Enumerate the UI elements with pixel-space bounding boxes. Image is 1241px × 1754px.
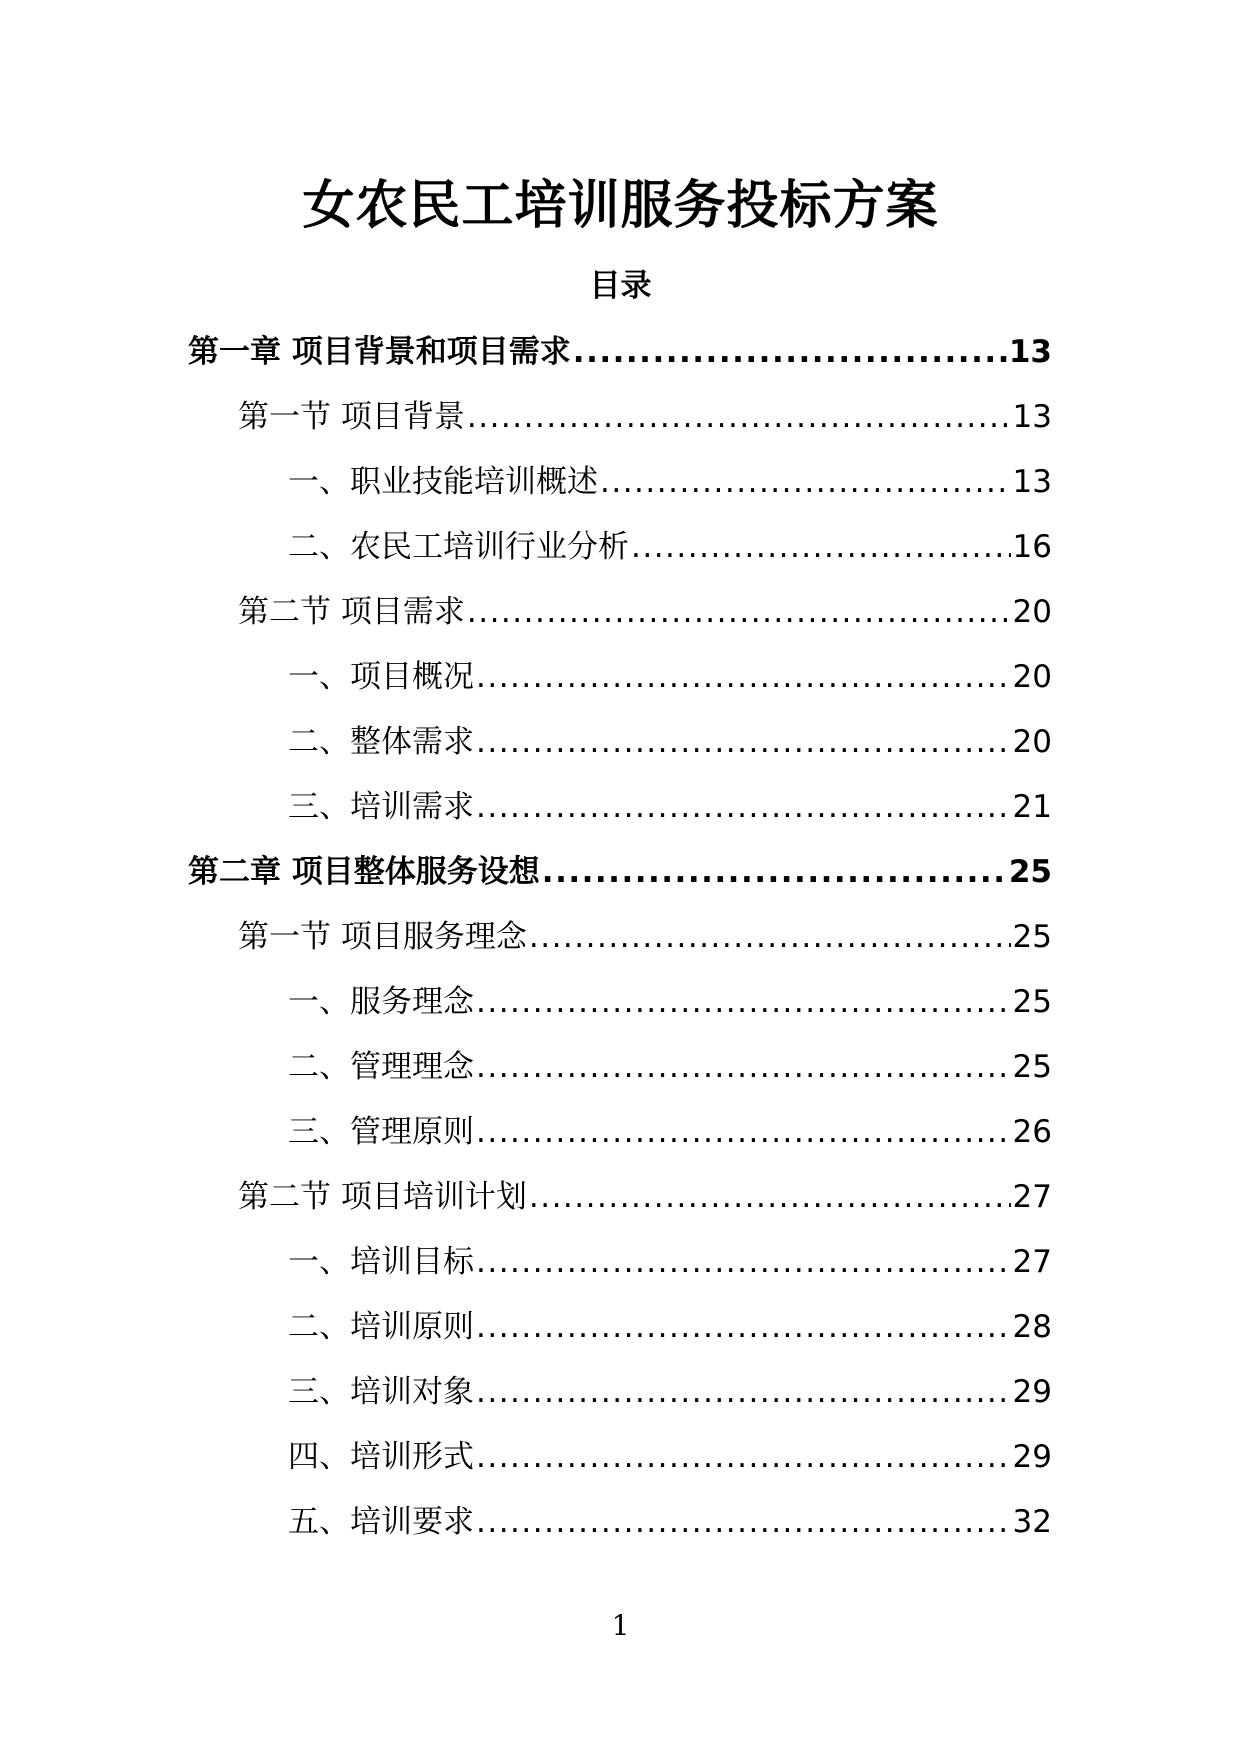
toc-entry[interactable] bbox=[188, 588, 1052, 653]
toc-dot-leader bbox=[631, 523, 1011, 571]
toc-entry-page: 27 bbox=[1012, 1179, 1052, 1215]
toc-entry-page: 25 bbox=[1012, 984, 1052, 1020]
toc-entry-label: 一、职业技能培训概述 bbox=[288, 464, 598, 500]
toc-entry[interactable] bbox=[188, 1238, 1052, 1303]
toc-entry[interactable] bbox=[188, 393, 1052, 458]
toc-entry-label: 四、培训形式 bbox=[288, 1439, 474, 1475]
toc-entry-page: 13 bbox=[1012, 399, 1052, 435]
toc-entry[interactable] bbox=[188, 1498, 1052, 1563]
toc-dot-leader bbox=[476, 978, 1011, 1026]
toc-entry[interactable] bbox=[188, 1173, 1052, 1238]
toc-entry[interactable] bbox=[188, 523, 1052, 588]
toc-entry[interactable] bbox=[188, 718, 1052, 783]
toc-entry-label: 一、项目概况 bbox=[288, 659, 474, 695]
toc-dot-leader bbox=[476, 783, 1011, 831]
toc-entry-label: 二、培训原则 bbox=[288, 1309, 474, 1345]
toc-dot-leader bbox=[573, 328, 1007, 376]
toc-entry-page: 26 bbox=[1012, 1114, 1052, 1150]
toc-entry[interactable] bbox=[188, 1043, 1052, 1108]
toc-entry-label: 第二章 项目整体服务设想 bbox=[188, 854, 540, 890]
toc-entry-label: 三、培训需求 bbox=[288, 789, 474, 825]
toc-dot-leader bbox=[476, 1043, 1011, 1091]
toc-entry[interactable] bbox=[188, 783, 1052, 848]
toc-dot-leader bbox=[476, 653, 1011, 701]
toc-entry[interactable] bbox=[188, 328, 1052, 393]
toc-entry[interactable] bbox=[188, 1303, 1052, 1368]
toc-dot-leader bbox=[476, 1303, 1011, 1351]
toc-dot-leader bbox=[529, 913, 1011, 961]
toc-entry-label: 第一节 项目背景 bbox=[238, 399, 465, 435]
toc-entry-page: 16 bbox=[1012, 529, 1052, 565]
toc-dot-leader bbox=[542, 848, 1007, 896]
toc-entry[interactable] bbox=[188, 848, 1052, 913]
toc-dot-leader bbox=[476, 1368, 1011, 1416]
toc-entry[interactable] bbox=[188, 978, 1052, 1043]
toc-entry-label: 第一章 项目背景和项目需求 bbox=[188, 334, 571, 370]
toc-entry-label: 五、培训要求 bbox=[288, 1504, 474, 1540]
toc-entry-page: 13 bbox=[1008, 334, 1052, 370]
toc-entry-label: 二、整体需求 bbox=[288, 724, 474, 760]
toc-entry-page: 21 bbox=[1012, 789, 1052, 825]
toc-entry[interactable] bbox=[188, 653, 1052, 718]
toc-entry[interactable] bbox=[188, 1433, 1052, 1498]
toc-entry-label: 三、管理原则 bbox=[288, 1114, 474, 1150]
toc-dot-leader bbox=[476, 1238, 1011, 1286]
toc-entry-label: 一、服务理念 bbox=[288, 984, 474, 1020]
toc-entry-label: 二、管理理念 bbox=[288, 1049, 474, 1085]
toc-entry-label: 第二节 项目培训计划 bbox=[238, 1179, 527, 1215]
toc-dot-leader bbox=[476, 1108, 1011, 1156]
document-title: 女农民工培训服务投标方案 bbox=[302, 176, 939, 236]
toc-dot-leader bbox=[476, 1498, 1011, 1546]
toc-entry-page: 25 bbox=[1008, 854, 1052, 890]
toc-heading: 目录 bbox=[589, 268, 652, 304]
toc-entry-page: 20 bbox=[1012, 724, 1052, 760]
toc-entry-page: 29 bbox=[1012, 1439, 1052, 1475]
toc-entry-page: 29 bbox=[1012, 1374, 1052, 1410]
toc-entry-page: 28 bbox=[1012, 1309, 1052, 1345]
toc-entry-label: 一、培训目标 bbox=[288, 1244, 474, 1280]
toc-dot-leader bbox=[529, 1173, 1011, 1221]
toc-entry-page: 27 bbox=[1012, 1244, 1052, 1280]
toc-dot-leader bbox=[476, 1433, 1011, 1481]
toc-entry-label: 二、农民工培训行业分析 bbox=[288, 529, 629, 565]
toc-entry[interactable] bbox=[188, 1368, 1052, 1433]
toc-entry-page: 20 bbox=[1012, 659, 1052, 695]
toc-entry-label: 第一节 项目服务理念 bbox=[238, 919, 527, 955]
toc-entry[interactable] bbox=[188, 458, 1052, 523]
toc-dot-leader bbox=[476, 718, 1011, 766]
toc-entry[interactable] bbox=[188, 1108, 1052, 1173]
table-of-contents bbox=[188, 328, 1052, 1563]
toc-entry-page: 13 bbox=[1012, 464, 1052, 500]
toc-entry-page: 25 bbox=[1012, 1049, 1052, 1085]
toc-entry-page: 25 bbox=[1012, 919, 1052, 955]
page-number: 1 bbox=[611, 1609, 630, 1642]
toc-entry-page: 20 bbox=[1012, 594, 1052, 630]
toc-dot-leader bbox=[467, 393, 1011, 441]
toc-entry-label: 第二节 项目需求 bbox=[238, 594, 465, 630]
toc-entry-label: 三、培训对象 bbox=[288, 1374, 474, 1410]
toc-dot-leader bbox=[467, 588, 1011, 636]
toc-entry[interactable] bbox=[188, 913, 1052, 978]
toc-dot-leader bbox=[600, 458, 1011, 506]
toc-entry-page: 32 bbox=[1012, 1504, 1052, 1540]
